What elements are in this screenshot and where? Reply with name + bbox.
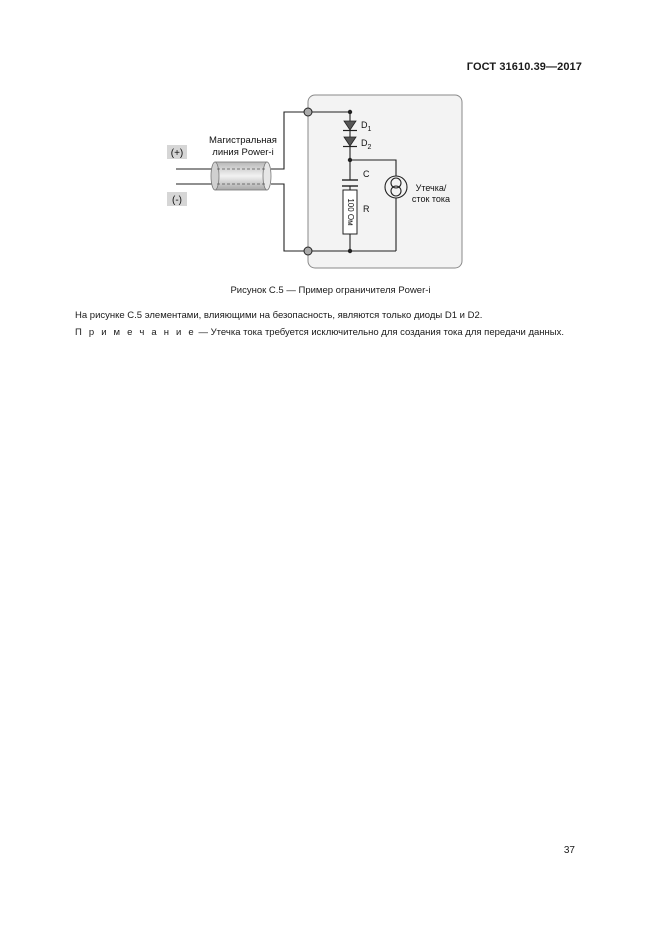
terminal-node-top: [304, 108, 312, 116]
trunk-label-line2: линия Power-i: [212, 147, 274, 158]
page-number: 37: [563, 845, 575, 856]
current-source: [385, 176, 407, 198]
junction-dot-bottom: [348, 249, 352, 253]
input-wires: [176, 169, 215, 184]
diode-d1-label: $D_1$: [361, 120, 372, 133]
paragraph-safety: На рисунке С.5 элементами, влияющими на безопасность, являются только диоды D1 и D2.: [75, 310, 483, 321]
source-label-line2: сток тока: [411, 194, 451, 204]
terminal-node-bottom: [304, 247, 312, 255]
junction-dot-top: [348, 110, 352, 114]
terminal-minus-label: (-): [172, 195, 182, 206]
note-paragraph: [75, 327, 564, 338]
figure-caption: Рисунок С.5 — Пример ограничителя Power-i: [230, 285, 431, 296]
junction-dot-mid: [348, 158, 352, 162]
circuit-diagram: [0, 0, 661, 300]
resistor-label: R: [363, 204, 370, 214]
source-label-line1: Утечка/: [415, 183, 447, 193]
capacitor-label: C: [363, 169, 370, 179]
limiter-enclosure: [308, 95, 462, 268]
standard-number: ГОСТ 31610.39—2017: [466, 61, 582, 73]
trunk-label-line1: Магистральная: [209, 135, 277, 146]
diode-d2-label: $D_2$: [361, 138, 372, 151]
note-text: — Утечка тока требуется исключительно для создания тока для передачи данных.: [195, 327, 565, 338]
terminal-plus-label: (+): [170, 148, 184, 159]
trunk-cable: [211, 162, 271, 190]
resistor-value: 100 Ом: [345, 198, 355, 226]
note-label: П р и м е ч а н и е: [75, 327, 196, 338]
